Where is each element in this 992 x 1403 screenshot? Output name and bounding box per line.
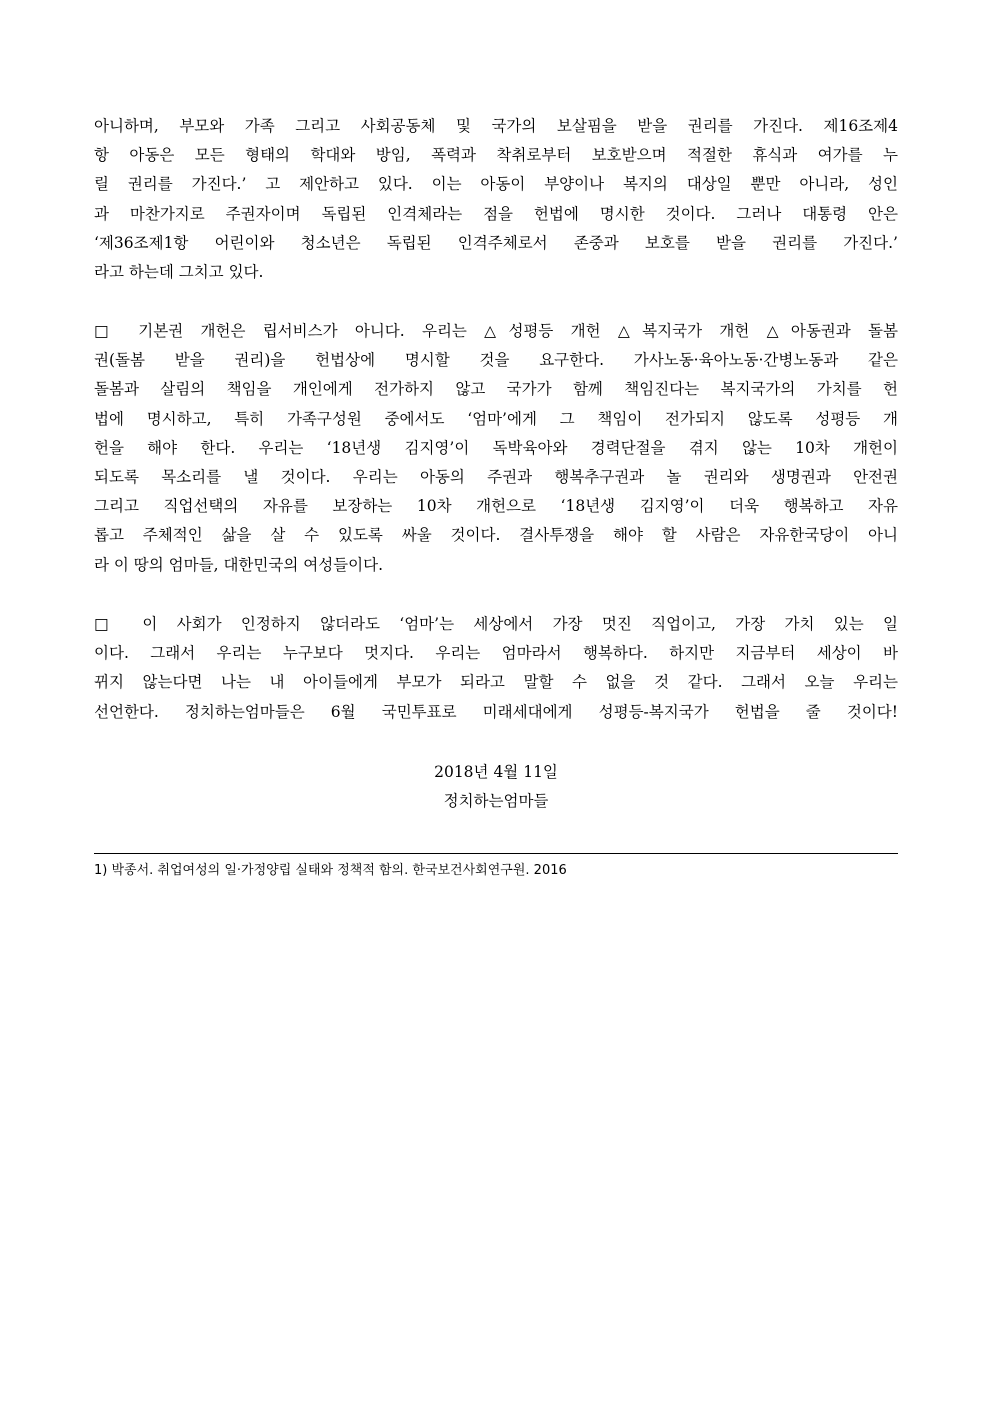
text-line: 릴 권리를 가진다.’ 고 제안하고 있다. 이는 아동이 부양이나 복지의 대상일 뿐만 아니라, 성인 xyxy=(94,175,898,194)
paragraph-declaration xyxy=(94,610,898,727)
text-line: □ 이 사회가 인정하지 않더라도 ‘엄마’는 세상에서 가장 멋진 직업이고, 가장 가치 있는 일 xyxy=(94,615,898,633)
text-line: 되도록 목소리를 낼 것이다. 우리는 아동의 주권과 행복추구권과 놀 권리와 생명권과 안전권 xyxy=(94,468,898,487)
text-line: 라고 하는데 그치고 있다. xyxy=(94,263,264,282)
text-line: 법에 명시하고, 특히 가족구성원 중에서도 ‘엄마’에게 그 책임이 전가되지 않도록 성평등 개 xyxy=(94,409,898,428)
text-line: 선언한다. 정치하는엄마들은 6월 국민투표로 미래세대에게 성평등-복지국가 헌법을 줄 것이다! xyxy=(94,702,898,721)
text-line: 그리고 직업선택의 자유를 보장하는 10차 개헌으로 ‘18년생 김지영’이 더욱 행복하고 자유 xyxy=(94,497,898,516)
paragraph-child-rights xyxy=(94,112,898,287)
signature-organization: 정치하는엄마들 xyxy=(443,792,549,810)
text-line: 헌을 해야 한다. 우리는 ‘18년생 김지영’이 독박육아와 경력단절을 겪지 않는 10차 개헌이 xyxy=(94,438,898,457)
text-line: 아니하며, 부모와 가족 그리고 사회공동체 및 국가의 보살핌을 받을 권리를 가진다. 제16조제4 xyxy=(94,117,898,135)
text-line: 항 아동은 모든 형태의 학대와 방임, 폭력과 착취로부터 보호받으며 적절한 휴식과 여가를 누 xyxy=(94,146,898,165)
text-line: 뀌지 않는다면 나는 내 아이들에게 부모가 되라고 말할 수 없을 것 같다. 그래서 오늘 우리는 xyxy=(94,673,898,692)
signature-date: 2018년 4월 11일 xyxy=(434,763,558,781)
text-line: 이다. 그래서 우리는 누구보다 멋지다. 우리는 엄마라서 행복하다. 하지만 지금부터 세상이 바 xyxy=(94,644,898,663)
text-line: ‘제36조제1항 어린이와 청소년은 독립된 인격주체로서 존중과 보호를 받을 권리를 가진다.’ xyxy=(94,233,898,252)
paragraph-basic-rights-amendment xyxy=(94,317,898,580)
text-line: 라 이 땅의 엄마들, 대한민국의 여성들이다. xyxy=(94,555,384,574)
footnote-divider xyxy=(94,853,898,854)
text-line: 과 마찬가지로 주권자이며 독립된 인격체라는 점을 헌법에 명시한 것이다. 그러나 대통령 안은 xyxy=(94,204,898,223)
text-line: 롭고 주체적인 삶을 살 수 있도록 싸울 것이다. 결사투쟁을 해야 할 사람은 자유한국당이 아니 xyxy=(94,526,898,545)
text-line: 돌봄과 살림의 책임을 개인에게 전가하지 않고 국가가 함께 책임진다는 복지국가의 가치를 헌 xyxy=(94,380,898,399)
footnote: 1) 박종서. 취업여성의 일·가정양립 실태와 정책적 함의. 한국보건사회연구원. 2016 xyxy=(94,863,567,878)
text-line: □ 기본권 개헌은 립서비스가 아니다. 우리는 △성평등 개헌 △복지국가 개헌 △아동권과 돌봄 xyxy=(94,322,898,340)
text-line: 권(돌봄 받을 권리)을 헌법상에 명시할 것을 요구한다. 가사노동·육아노동·간병노동과 같은 xyxy=(94,351,898,370)
